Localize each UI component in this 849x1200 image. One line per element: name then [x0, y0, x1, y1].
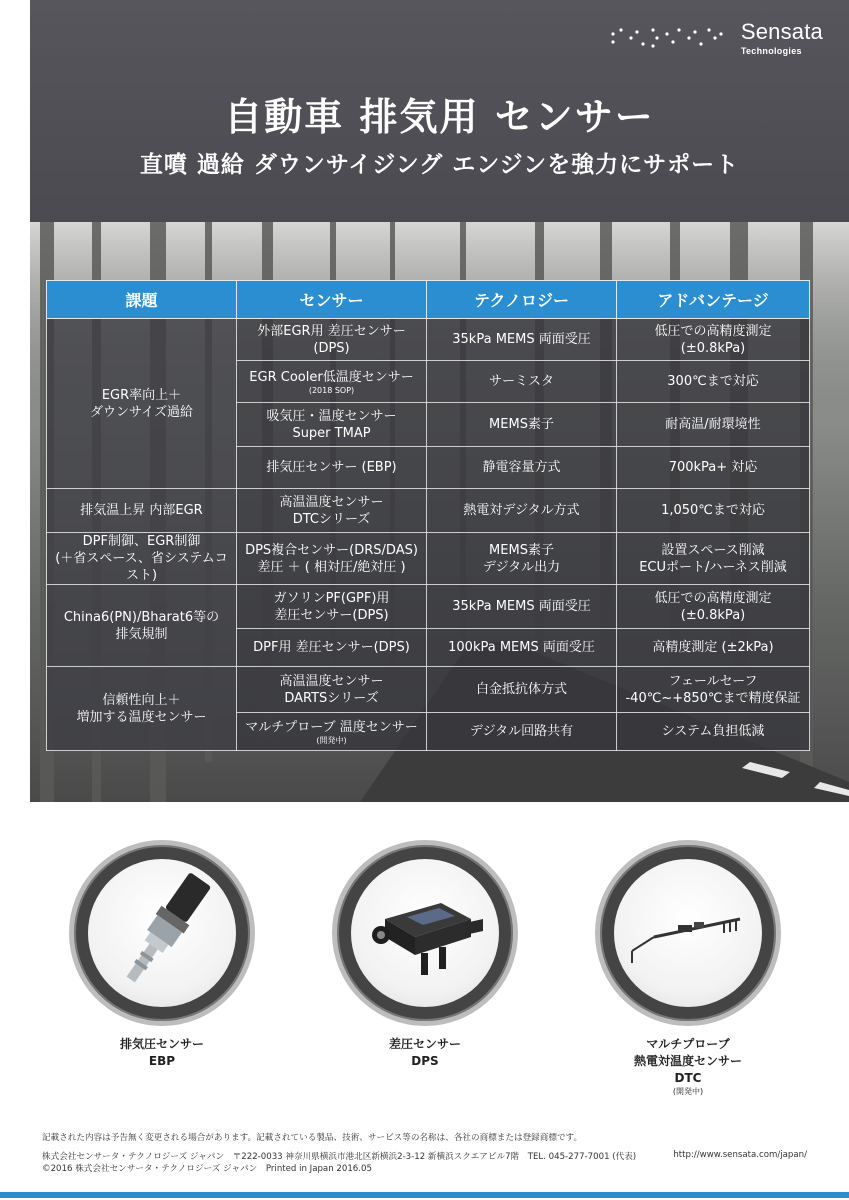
page-title: 自動車 排気用 センサー [224, 95, 655, 139]
technology-cell: サーミスタ [427, 361, 617, 403]
table-row [47, 533, 810, 585]
differential-pressure-sensor-icon [351, 859, 499, 1007]
advantage-cell: 耐高温/耐環境性 [617, 403, 810, 447]
sensor-cell: 高温温度センサー DTCシリーズ [237, 489, 427, 533]
sensor-name: マルチプローブ 温度センサー [245, 719, 418, 735]
advantage-cell: 低圧での高精度測定 (±0.8kPa) [617, 585, 810, 629]
sensor-note: (2018 SOP) [308, 385, 355, 395]
sensor-cell: 排気圧センサー (EBP) [237, 447, 427, 489]
product-ebp [52, 840, 272, 1070]
issue-cell: 信頼性向上＋ 増加する温度センサー [47, 667, 237, 751]
sensor-cell: ガソリンPF(GPF)用 差圧センサー(DPS) [237, 585, 427, 629]
technology-cell: 白金抵抗体方式 [427, 667, 617, 713]
sensor-comparison-table [46, 280, 810, 751]
product-image-frame [69, 840, 255, 1026]
product-code: DTC [674, 1071, 702, 1085]
advantage-cell: フェールセーフ -40℃~+850℃まで精度保証 [617, 667, 810, 713]
product-name: 排気圧センサー [119, 1037, 204, 1051]
product-status-note: (開発中) [672, 1087, 704, 1096]
advantage-cell: システム負担低減 [617, 713, 810, 751]
table-row [47, 319, 810, 361]
technology-cell: 35kPa MEMS 両面受圧 [427, 319, 617, 361]
table-row [47, 667, 810, 713]
product-name: 差圧センサー [388, 1037, 461, 1051]
brand-tagline: Technologies [740, 46, 802, 56]
sensor-cell: 吸気圧・温度センサー Super TMAP [237, 403, 427, 447]
page-subtitle: 直噴 過給 ダウンサイジング エンジンを強力にサポート [139, 152, 740, 178]
product-image-frame [332, 840, 518, 1026]
issue-cell: 排気温上昇 内部EGR [47, 489, 237, 533]
technology-cell: 熱電対デジタル方式 [427, 489, 617, 533]
column-header: 課題 [47, 281, 237, 319]
pressure-sensor-icon [88, 859, 236, 1007]
sensor-cell: DPF用 差圧センサー(DPS) [237, 629, 427, 667]
issue-cell: DPF制御、EGR制御 (＋省スペース、省システムコスト) [47, 533, 237, 585]
technology-cell: 35kPa MEMS 両面受圧 [427, 585, 617, 629]
copyright-text: ©2016 株式会社センサータ・テクノロジーズ ジャパン Printed in Japan 2016.05 [42, 1164, 372, 1174]
advantage-cell: 設置スペース削減 ECUポート/ハーネス削減 [617, 533, 810, 585]
sensor-cell: 高温温度センサー DARTSシリーズ [237, 667, 427, 713]
brand-name: Sensata [740, 19, 823, 44]
multi-probe-sensor-icon [614, 859, 762, 1007]
advantage-cell: 1,050℃まで対応 [617, 489, 810, 533]
technology-cell: 100kPa MEMS 両面受圧 [427, 629, 617, 667]
logo-dots-icon [609, 26, 729, 50]
advantage-cell: 300℃まで対応 [617, 361, 810, 403]
company-address: 株式会社センサータ・テクノロジーズ ジャパン 〒222-0033 神奈川県横浜市港北区新横浜2-3-12 新横浜スクエアビル7階 TEL. 045-277-7001 (代表) [42, 1152, 637, 1162]
table-row [47, 585, 810, 629]
product-name-line2: 熱電対温度センサー [633, 1054, 742, 1068]
product-code: EBP [148, 1054, 176, 1068]
column-header: センサー [237, 281, 427, 319]
column-header: アドバンテージ [617, 281, 810, 319]
technology-cell: 静電容量方式 [427, 447, 617, 489]
sensata-logo [741, 20, 823, 56]
advantage-cell: 低圧での高精度測定 (±0.8kPa) [617, 319, 810, 361]
sensor-cell: 外部EGR用 差圧センサー (DPS) [237, 319, 427, 361]
sensor-name: EGR Cooler低温度センサー [249, 369, 414, 385]
product-dtc [578, 840, 798, 1097]
technology-cell: MEMS素子 デジタル出力 [427, 533, 617, 585]
footer-accent-bar [0, 1192, 849, 1198]
column-header: テクノロジー [427, 281, 617, 319]
technology-cell: デジタル回路共有 [427, 713, 617, 751]
sensor-cell: DPS複合センサー(DRS/DAS) 差圧 ＋ ( 相対圧/絶対圧 ) [237, 533, 427, 585]
disclaimer-text: 記載された内容は予告無く変更される場合があります。記載されている製品、技術、サービス等の名称は、各社の商標または登録商標です。 [42, 1133, 583, 1143]
table-header-row [47, 281, 810, 319]
advantage-cell: 700kPa+ 対応 [617, 447, 810, 489]
product-name-line1: マルチプローブ [646, 1037, 730, 1051]
product-image-frame [595, 840, 781, 1026]
product-dps [315, 840, 535, 1070]
advantage-cell: 高精度測定 (±2kPa) [617, 629, 810, 667]
company-url[interactable]: http://www.sensata.com/japan/ [673, 1150, 807, 1160]
table-row [47, 489, 810, 533]
issue-cell: EGR率向上＋ ダウンサイズ過給 [47, 319, 237, 489]
issue-cell: China6(PN)/Bharat6等の 排気規制 [47, 585, 237, 667]
sensor-cell [237, 713, 427, 751]
header-banner [30, 0, 849, 222]
sensor-note: (開発中) [316, 735, 347, 745]
technology-cell: MEMS素子 [427, 403, 617, 447]
sensor-cell [237, 361, 427, 403]
product-code: DPS [411, 1054, 439, 1068]
